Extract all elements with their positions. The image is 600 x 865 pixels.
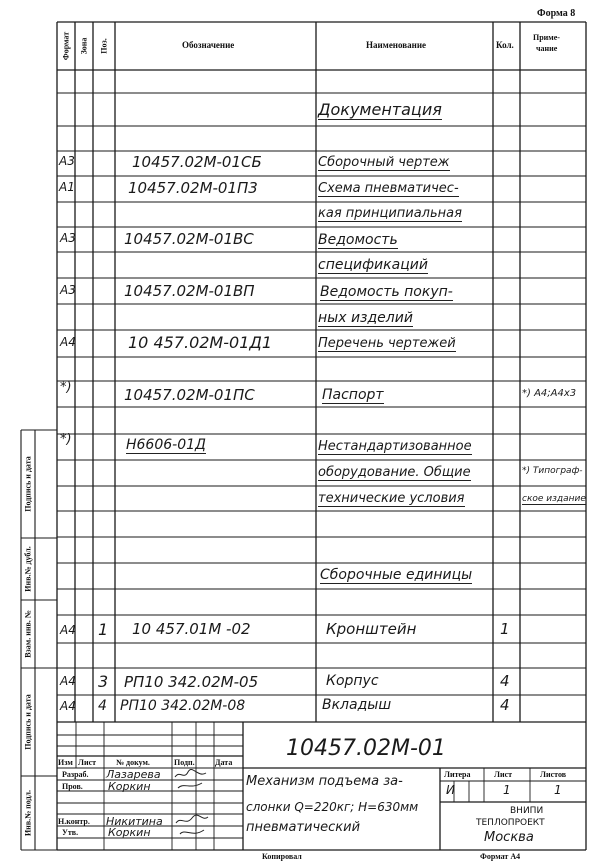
row-format: А1	[59, 180, 75, 194]
row-format: А3	[60, 283, 76, 297]
format-label: Формат А4	[480, 852, 521, 861]
signature-scribbles	[172, 768, 214, 850]
row-qty: 1	[500, 620, 510, 638]
row-note: *) Типограф-	[522, 466, 583, 476]
side-inv-podl: Инв.№ подл.	[23, 789, 33, 837]
header-designation: Обозначение	[182, 40, 235, 50]
header-note-line1: Приме-	[533, 33, 560, 42]
col-data: Дата	[215, 758, 233, 767]
row-name: оборудование. Общие	[318, 465, 471, 480]
title-line1: Механизм подъема за-	[246, 774, 403, 789]
row-designation: РП10 342.02М-08	[120, 698, 246, 714]
row-name: Нестандартизованное	[318, 439, 472, 454]
col-podp: Подп.	[174, 758, 195, 767]
row-format: А3	[59, 154, 75, 168]
row-format: А4	[60, 674, 76, 688]
title-line2: слонки Q=220кг; Н=630мм	[246, 800, 419, 814]
org-line1: ВНИПИ	[510, 806, 544, 816]
row-format: А4	[60, 699, 76, 713]
org-line3: Москва	[484, 830, 534, 845]
row-designation: 10457.02М-01П3	[128, 179, 258, 197]
row-format: *)	[60, 380, 72, 395]
header-pos: Поз.	[99, 38, 109, 54]
org-line2: ТЕПЛОПРОЕКТ	[476, 818, 545, 828]
litera-value: И	[446, 783, 455, 797]
row-name: Ведомость покуп-	[320, 284, 453, 300]
row-designation: 10457.02М-01СБ	[132, 153, 262, 171]
copied-label: Копировал	[262, 852, 302, 861]
header-note-line2: чание	[536, 44, 558, 53]
role-prov: Пров.	[62, 782, 83, 791]
row-pos: 1	[98, 620, 109, 639]
side-podp-data-bottom: Подпись и дата	[23, 694, 33, 750]
row-name: Паспорт	[322, 387, 384, 403]
listov-label: Листов	[540, 770, 567, 779]
side-inv-dubl: Инв.№ дубл.	[23, 546, 33, 592]
row-name: кая принципиальная	[318, 206, 462, 221]
row-designation: 10457.02М-01ВП	[124, 282, 255, 300]
name-prov: Коркин	[108, 780, 151, 793]
row-designation: Н6606-01Д	[126, 437, 206, 453]
row-designation: 10 457.01М -02	[132, 620, 251, 638]
title-line3: пневматический	[246, 820, 361, 835]
col-list: Лист	[78, 758, 97, 767]
role-razrab: Разраб.	[62, 770, 89, 779]
row-format: А4	[60, 623, 76, 637]
section-assembly-units: Сборочные единицы	[320, 567, 473, 583]
name-razrab: Лазарева	[106, 768, 161, 781]
header-zone: Зона	[79, 37, 89, 55]
row-name: технические условия	[318, 491, 465, 506]
row-qty: 4	[500, 696, 510, 714]
row-designation: 10457.02М-01ПС	[124, 386, 255, 404]
header-qty: Кол.	[496, 40, 514, 50]
row-format: А3	[60, 231, 76, 245]
doc-number: 10457.02М-01	[286, 736, 446, 761]
header-name: Наименование	[366, 40, 426, 50]
form-label: Форма 8	[537, 8, 576, 19]
row-format: А4	[60, 335, 76, 349]
row-designation: РП10 342.02М-05	[124, 673, 259, 691]
header-format: Формат	[61, 31, 71, 61]
row-name: Ведомость	[318, 232, 398, 248]
row-pos: 3	[98, 672, 109, 691]
side-vzam-inv: Взам. инв. №	[23, 610, 33, 658]
row-note: *) А4;А4х3	[522, 388, 577, 399]
row-name: Перечень чертежей	[318, 336, 456, 351]
role-utv: Утв.	[62, 828, 79, 837]
side-podp-data-top: Подпись и дата	[23, 456, 33, 512]
row-qty: 4	[500, 672, 510, 690]
row-name: Вкладыш	[322, 697, 392, 713]
row-name: ных изделий	[318, 310, 413, 326]
row-name: Сборочный чертеж	[318, 155, 450, 170]
row-name: Корпус	[326, 673, 379, 689]
row-designation: 10 457.02М-01Д1	[128, 333, 273, 352]
row-designation: 10457.02М-01ВС	[124, 230, 254, 248]
list-label: Лист	[494, 770, 513, 779]
row-note: ское издание	[522, 494, 586, 504]
row-name: спецификаций	[318, 257, 428, 273]
list-value: 1	[503, 783, 511, 797]
row-name: Кронштейн	[326, 620, 417, 638]
section-documentation: Документация	[318, 100, 442, 119]
row-name: Схема пневматичес-	[318, 181, 459, 196]
col-docnum: № докум.	[116, 758, 150, 767]
role-nkontr: Н.контр.	[58, 817, 90, 826]
name-utv: Коркин	[108, 826, 151, 839]
litera-label: Литера	[444, 770, 471, 779]
row-pos: 4	[98, 698, 107, 714]
name-nkontr: Никитина	[106, 815, 163, 828]
listov-value: 1	[554, 783, 562, 797]
col-izm: Изм	[58, 758, 73, 767]
row-format: *)	[60, 432, 72, 447]
